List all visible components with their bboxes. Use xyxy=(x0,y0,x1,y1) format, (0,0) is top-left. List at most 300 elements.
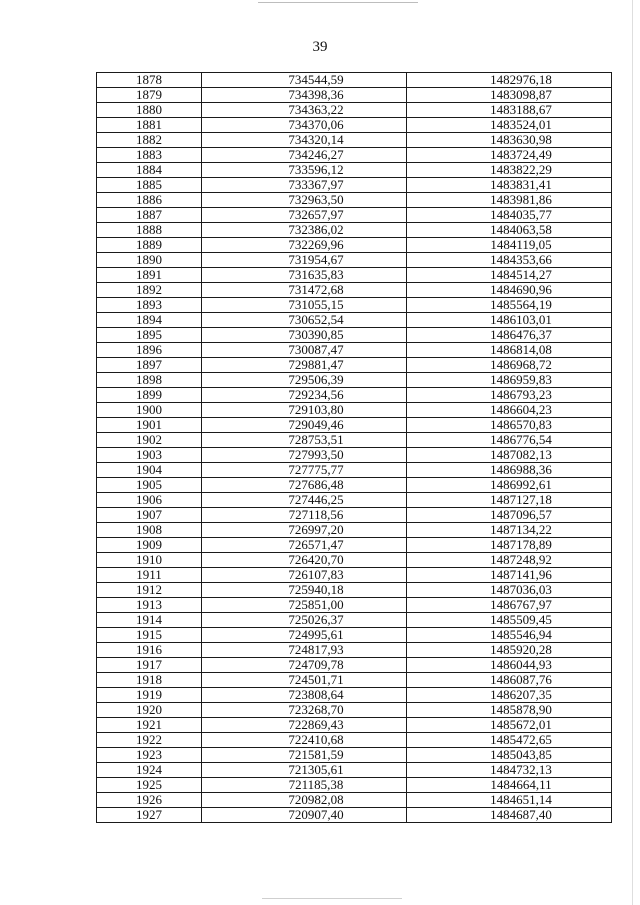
x-coordinate-cell xyxy=(202,208,407,223)
y-coordinate-cell xyxy=(407,403,612,418)
table-row xyxy=(97,148,612,163)
y-coordinate-cell xyxy=(407,148,612,163)
y-coordinate-cell xyxy=(407,73,612,88)
point-number-cell: 1908 xyxy=(97,523,202,538)
point-number-cell: 1898 xyxy=(97,373,202,388)
x-coordinate-cell xyxy=(202,283,407,298)
table-row xyxy=(97,553,612,568)
y-coordinate-cell-value: 1487178,89 xyxy=(490,537,552,552)
table-row xyxy=(97,643,612,658)
x-coordinate-cell xyxy=(202,193,407,208)
point-number-cell: 1899 xyxy=(97,388,202,403)
y-coordinate-cell xyxy=(407,118,612,133)
x-coordinate-cell xyxy=(202,778,407,793)
y-coordinate-cell-value: 1484690,96 xyxy=(490,282,552,297)
y-coordinate-cell xyxy=(407,628,612,643)
x-coordinate-cell xyxy=(202,538,407,553)
x-coordinate-cell xyxy=(202,328,407,343)
x-coordinate-cell-value: 733596,12 xyxy=(288,162,344,177)
x-coordinate-cell xyxy=(202,448,407,463)
x-coordinate-cell xyxy=(202,628,407,643)
table-row xyxy=(97,313,612,328)
x-coordinate-cell-value: 732269,96 xyxy=(288,237,344,252)
y-coordinate-cell-value: 1486968,72 xyxy=(490,357,552,372)
y-coordinate-cell-value: 1484664,11 xyxy=(490,777,552,792)
x-coordinate-cell-value: 733367,97 xyxy=(288,177,344,192)
point-number-cell: 1904 xyxy=(97,463,202,478)
y-coordinate-cell xyxy=(407,538,612,553)
y-coordinate-cell-value: 1485564,19 xyxy=(490,297,552,312)
y-coordinate-cell-value: 1486992,61 xyxy=(490,477,552,492)
x-coordinate-cell-value: 731055,15 xyxy=(288,297,344,312)
x-coordinate-cell xyxy=(202,523,407,538)
y-coordinate-cell-value: 1486767,97 xyxy=(490,597,552,612)
scan-artifact-edge xyxy=(632,0,633,905)
x-coordinate-cell xyxy=(202,673,407,688)
y-coordinate-cell xyxy=(407,328,612,343)
y-coordinate-cell xyxy=(407,268,612,283)
y-coordinate-cell xyxy=(407,733,612,748)
table-row xyxy=(97,688,612,703)
x-coordinate-cell-value: 734544,59 xyxy=(288,72,344,87)
point-number-cell: 1880 xyxy=(97,103,202,118)
point-number-cell: 1925 xyxy=(97,778,202,793)
y-coordinate-cell xyxy=(407,808,612,823)
point-number-cell: 1917 xyxy=(97,658,202,673)
x-coordinate-cell-value: 731472,68 xyxy=(288,282,344,297)
x-coordinate-cell-value: 730390,85 xyxy=(288,327,344,342)
y-coordinate-cell xyxy=(407,673,612,688)
point-number-cell: 1916 xyxy=(97,643,202,658)
point-number-cell: 1902 xyxy=(97,433,202,448)
x-coordinate-cell xyxy=(202,748,407,763)
x-coordinate-cell-value: 732657,97 xyxy=(288,207,344,222)
x-coordinate-cell-value: 720982,08 xyxy=(288,792,344,807)
y-coordinate-cell-value: 1484063,58 xyxy=(490,222,552,237)
y-coordinate-cell xyxy=(407,283,612,298)
y-coordinate-cell xyxy=(407,613,612,628)
y-coordinate-cell-value: 1485878,90 xyxy=(490,702,552,717)
point-number-cell: 1913 xyxy=(97,598,202,613)
table-row xyxy=(97,283,612,298)
table-row xyxy=(97,763,612,778)
y-coordinate-cell xyxy=(407,418,612,433)
x-coordinate-cell-value: 732386,02 xyxy=(288,222,344,237)
x-coordinate-cell-value: 723808,64 xyxy=(288,687,344,702)
point-number-cell: 1897 xyxy=(97,358,202,373)
point-number-cell: 1895 xyxy=(97,328,202,343)
point-number-cell: 1882 xyxy=(97,133,202,148)
x-coordinate-cell-value: 722410,68 xyxy=(288,732,344,747)
y-coordinate-cell-value: 1486476,37 xyxy=(490,327,552,342)
table-row xyxy=(97,133,612,148)
scan-artifact-top xyxy=(258,2,418,3)
y-coordinate-cell xyxy=(407,313,612,328)
table-row xyxy=(97,73,612,88)
y-coordinate-cell xyxy=(407,88,612,103)
x-coordinate-cell-value: 724995,61 xyxy=(288,627,344,642)
point-number-cell: 1884 xyxy=(97,163,202,178)
x-coordinate-cell xyxy=(202,163,407,178)
table-row xyxy=(97,253,612,268)
y-coordinate-cell-value: 1484687,40 xyxy=(490,807,552,822)
x-coordinate-cell xyxy=(202,718,407,733)
table-row xyxy=(97,523,612,538)
table-row xyxy=(97,418,612,433)
y-coordinate-cell xyxy=(407,433,612,448)
table-row xyxy=(97,538,612,553)
y-coordinate-cell-value: 1486103,01 xyxy=(490,312,552,327)
table-row xyxy=(97,103,612,118)
y-coordinate-cell-value: 1484119,05 xyxy=(490,237,552,252)
table-row xyxy=(97,703,612,718)
y-coordinate-cell xyxy=(407,178,612,193)
x-coordinate-cell xyxy=(202,313,407,328)
y-coordinate-cell-value: 1483098,87 xyxy=(490,87,552,102)
point-number-cell: 1903 xyxy=(97,448,202,463)
x-coordinate-cell-value: 734398,36 xyxy=(288,87,344,102)
y-coordinate-cell xyxy=(407,298,612,313)
table-row xyxy=(97,598,612,613)
x-coordinate-cell xyxy=(202,688,407,703)
y-coordinate-cell-value: 1486087,76 xyxy=(490,672,552,687)
y-coordinate-cell xyxy=(407,448,612,463)
point-number-cell: 1912 xyxy=(97,583,202,598)
y-coordinate-cell-value: 1486776,54 xyxy=(490,432,552,447)
x-coordinate-cell-value: 723268,70 xyxy=(288,702,344,717)
point-number-cell: 1914 xyxy=(97,613,202,628)
table-row xyxy=(97,808,612,823)
point-number-cell: 1926 xyxy=(97,793,202,808)
y-coordinate-cell-value: 1483188,67 xyxy=(490,102,552,117)
point-number-cell: 1892 xyxy=(97,283,202,298)
x-coordinate-cell xyxy=(202,568,407,583)
table-row xyxy=(97,403,612,418)
y-coordinate-cell-value: 1485043,85 xyxy=(490,747,552,762)
point-number-cell: 1920 xyxy=(97,703,202,718)
x-coordinate-cell xyxy=(202,88,407,103)
point-number-cell: 1883 xyxy=(97,148,202,163)
point-number-cell: 1910 xyxy=(97,553,202,568)
point-number-cell: 1927 xyxy=(97,808,202,823)
y-coordinate-cell-value: 1484514,27 xyxy=(490,267,552,282)
x-coordinate-cell-value: 726997,20 xyxy=(288,522,344,537)
y-coordinate-cell xyxy=(407,208,612,223)
x-coordinate-cell xyxy=(202,358,407,373)
y-coordinate-cell-value: 1487134,22 xyxy=(490,522,552,537)
y-coordinate-cell xyxy=(407,463,612,478)
table-row xyxy=(97,193,612,208)
x-coordinate-cell xyxy=(202,598,407,613)
y-coordinate-cell-value: 1487036,03 xyxy=(490,582,552,597)
x-coordinate-cell-value: 721305,61 xyxy=(288,762,344,777)
point-number-cell: 1918 xyxy=(97,673,202,688)
point-number-cell: 1879 xyxy=(97,88,202,103)
table-row xyxy=(97,793,612,808)
table-row xyxy=(97,298,612,313)
y-coordinate-cell xyxy=(407,703,612,718)
y-coordinate-cell xyxy=(407,103,612,118)
x-coordinate-cell xyxy=(202,703,407,718)
x-coordinate-cell xyxy=(202,583,407,598)
y-coordinate-cell-value: 1486044,93 xyxy=(490,657,552,672)
y-coordinate-cell xyxy=(407,583,612,598)
y-coordinate-cell xyxy=(407,598,612,613)
y-coordinate-cell xyxy=(407,508,612,523)
y-coordinate-cell-value: 1487082,13 xyxy=(490,447,552,462)
y-coordinate-cell xyxy=(407,478,612,493)
point-number-cell: 1887 xyxy=(97,208,202,223)
x-coordinate-cell xyxy=(202,508,407,523)
point-number-cell: 1893 xyxy=(97,298,202,313)
y-coordinate-cell-value: 1484651,14 xyxy=(490,792,552,807)
x-coordinate-cell xyxy=(202,613,407,628)
x-coordinate-cell xyxy=(202,118,407,133)
point-number-cell: 1923 xyxy=(97,748,202,763)
x-coordinate-cell-value: 724817,93 xyxy=(288,642,344,657)
y-coordinate-cell xyxy=(407,223,612,238)
point-number-cell: 1915 xyxy=(97,628,202,643)
y-coordinate-cell-value: 1486793,23 xyxy=(490,387,552,402)
x-coordinate-cell xyxy=(202,388,407,403)
y-coordinate-cell-value: 1483831,41 xyxy=(490,177,552,192)
x-coordinate-cell xyxy=(202,808,407,823)
y-coordinate-cell xyxy=(407,643,612,658)
x-coordinate-cell-value: 725026,37 xyxy=(288,612,344,627)
coordinates-table xyxy=(96,72,612,823)
x-coordinate-cell xyxy=(202,478,407,493)
y-coordinate-cell xyxy=(407,193,612,208)
x-coordinate-cell-value: 731954,67 xyxy=(288,252,344,267)
x-coordinate-cell xyxy=(202,373,407,388)
x-coordinate-cell-value: 721185,38 xyxy=(288,777,344,792)
table-row xyxy=(97,448,612,463)
x-coordinate-cell-value: 729234,56 xyxy=(288,387,344,402)
y-coordinate-cell xyxy=(407,373,612,388)
y-coordinate-cell-value: 1485546,94 xyxy=(490,627,552,642)
y-coordinate-cell xyxy=(407,763,612,778)
x-coordinate-cell-value: 727775,77 xyxy=(288,462,344,477)
x-coordinate-cell xyxy=(202,793,407,808)
x-coordinate-cell xyxy=(202,763,407,778)
x-coordinate-cell xyxy=(202,403,407,418)
table-row xyxy=(97,373,612,388)
y-coordinate-cell xyxy=(407,253,612,268)
table-row xyxy=(97,343,612,358)
x-coordinate-cell-value: 724501,71 xyxy=(288,672,344,687)
point-number-cell: 1919 xyxy=(97,688,202,703)
x-coordinate-cell-value: 727118,56 xyxy=(288,507,344,522)
x-coordinate-cell-value: 725851,00 xyxy=(288,597,344,612)
y-coordinate-cell xyxy=(407,238,612,253)
y-coordinate-cell-value: 1487096,57 xyxy=(490,507,552,522)
point-number-cell: 1909 xyxy=(97,538,202,553)
page-number: 39 xyxy=(312,39,328,55)
table-row xyxy=(97,478,612,493)
table-row xyxy=(97,748,612,763)
table-row xyxy=(97,433,612,448)
x-coordinate-cell-value: 721581,59 xyxy=(288,747,344,762)
y-coordinate-cell xyxy=(407,793,612,808)
x-coordinate-cell-value: 734370,06 xyxy=(288,117,344,132)
y-coordinate-cell xyxy=(407,568,612,583)
scan-artifact-bottom xyxy=(262,898,402,899)
x-coordinate-cell xyxy=(202,553,407,568)
x-coordinate-cell xyxy=(202,658,407,673)
y-coordinate-cell-value: 1485672,01 xyxy=(490,717,552,732)
y-coordinate-cell-value: 1484035,77 xyxy=(490,207,552,222)
x-coordinate-cell xyxy=(202,73,407,88)
table-row xyxy=(97,463,612,478)
x-coordinate-cell-value: 720907,40 xyxy=(288,807,344,822)
y-coordinate-cell-value: 1486604,23 xyxy=(490,402,552,417)
y-coordinate-cell xyxy=(407,133,612,148)
x-coordinate-cell-value: 724709,78 xyxy=(288,657,344,672)
table-row xyxy=(97,568,612,583)
y-coordinate-cell xyxy=(407,523,612,538)
y-coordinate-cell xyxy=(407,658,612,673)
x-coordinate-cell-value: 727993,50 xyxy=(288,447,344,462)
x-coordinate-cell xyxy=(202,463,407,478)
point-number-cell: 1889 xyxy=(97,238,202,253)
point-number-cell: 1922 xyxy=(97,733,202,748)
table-row xyxy=(97,328,612,343)
point-number-cell: 1890 xyxy=(97,253,202,268)
table-row xyxy=(97,88,612,103)
point-number-cell: 1885 xyxy=(97,178,202,193)
point-number-cell: 1896 xyxy=(97,343,202,358)
point-number-cell: 1924 xyxy=(97,763,202,778)
y-coordinate-cell xyxy=(407,388,612,403)
x-coordinate-cell-value: 730087,47 xyxy=(288,342,344,357)
point-number-cell: 1905 xyxy=(97,478,202,493)
y-coordinate-cell-value: 1482976,18 xyxy=(490,72,552,87)
y-coordinate-cell-value: 1487248,92 xyxy=(490,552,552,567)
x-coordinate-cell xyxy=(202,253,407,268)
table-row xyxy=(97,673,612,688)
y-coordinate-cell-value: 1484732,13 xyxy=(490,762,552,777)
y-coordinate-cell xyxy=(407,163,612,178)
x-coordinate-cell-value: 730652,54 xyxy=(288,312,344,327)
point-number-cell: 1886 xyxy=(97,193,202,208)
y-coordinate-cell-value: 1487141,96 xyxy=(490,567,552,582)
y-coordinate-cell-value: 1485920,28 xyxy=(490,642,552,657)
x-coordinate-cell xyxy=(202,178,407,193)
point-number-cell: 1900 xyxy=(97,403,202,418)
x-coordinate-cell xyxy=(202,643,407,658)
table-row xyxy=(97,178,612,193)
x-coordinate-cell-value: 729881,47 xyxy=(288,357,344,372)
table-row xyxy=(97,268,612,283)
table-row xyxy=(97,733,612,748)
x-coordinate-cell-value: 728753,51 xyxy=(288,432,344,447)
x-coordinate-cell-value: 729103,80 xyxy=(288,402,344,417)
table-row xyxy=(97,118,612,133)
y-coordinate-cell-value: 1486988,36 xyxy=(490,462,552,477)
y-coordinate-cell-value: 1483630,98 xyxy=(490,132,552,147)
x-coordinate-cell xyxy=(202,133,407,148)
y-coordinate-cell-value: 1483981,86 xyxy=(490,192,552,207)
point-number-cell: 1901 xyxy=(97,418,202,433)
x-coordinate-cell xyxy=(202,223,407,238)
y-coordinate-cell-value: 1485472,65 xyxy=(490,732,552,747)
x-coordinate-cell xyxy=(202,148,407,163)
x-coordinate-cell-value: 734246,27 xyxy=(288,147,344,162)
x-coordinate-cell xyxy=(202,103,407,118)
coordinates-table-body xyxy=(97,73,612,823)
table-row xyxy=(97,628,612,643)
table-row xyxy=(97,223,612,238)
x-coordinate-cell-value: 725940,18 xyxy=(288,582,344,597)
y-coordinate-cell xyxy=(407,343,612,358)
y-coordinate-cell-value: 1483822,29 xyxy=(490,162,552,177)
x-coordinate-cell-value: 734363,22 xyxy=(288,102,344,117)
x-coordinate-cell-value: 729049,46 xyxy=(288,417,344,432)
table-row xyxy=(97,778,612,793)
point-number-cell: 1906 xyxy=(97,493,202,508)
point-number-cell: 1907 xyxy=(97,508,202,523)
x-coordinate-cell-value: 727446,25 xyxy=(288,492,344,507)
x-coordinate-cell xyxy=(202,343,407,358)
y-coordinate-cell xyxy=(407,688,612,703)
table-row xyxy=(97,658,612,673)
y-coordinate-cell-value: 1486207,35 xyxy=(490,687,552,702)
y-coordinate-cell xyxy=(407,748,612,763)
point-number-cell: 1894 xyxy=(97,313,202,328)
x-coordinate-cell-value: 734320,14 xyxy=(288,132,344,147)
y-coordinate-cell-value: 1486570,83 xyxy=(490,417,552,432)
y-coordinate-cell-value: 1487127,18 xyxy=(490,492,552,507)
x-coordinate-cell xyxy=(202,238,407,253)
table-row xyxy=(97,583,612,598)
point-number-cell: 1888 xyxy=(97,223,202,238)
x-coordinate-cell-value: 722869,43 xyxy=(288,717,344,732)
y-coordinate-cell xyxy=(407,493,612,508)
x-coordinate-cell-value: 726420,70 xyxy=(288,552,344,567)
x-coordinate-cell-value: 726107,83 xyxy=(288,567,344,582)
x-coordinate-cell xyxy=(202,298,407,313)
table-row xyxy=(97,388,612,403)
x-coordinate-cell-value: 732963,50 xyxy=(288,192,344,207)
y-coordinate-cell-value: 1483524,01 xyxy=(490,117,552,132)
y-coordinate-cell-value: 1486814,08 xyxy=(490,342,552,357)
x-coordinate-cell xyxy=(202,733,407,748)
table-row xyxy=(97,493,612,508)
table-row xyxy=(97,508,612,523)
y-coordinate-cell xyxy=(407,553,612,568)
y-coordinate-cell xyxy=(407,718,612,733)
point-number-cell: 1881 xyxy=(97,118,202,133)
y-coordinate-cell xyxy=(407,358,612,373)
y-coordinate-cell xyxy=(407,778,612,793)
x-coordinate-cell-value: 731635,83 xyxy=(288,267,344,282)
y-coordinate-cell-value: 1484353,66 xyxy=(490,252,552,267)
x-coordinate-cell-value: 729506,39 xyxy=(288,372,344,387)
x-coordinate-cell xyxy=(202,418,407,433)
x-coordinate-cell xyxy=(202,433,407,448)
x-coordinate-cell xyxy=(202,268,407,283)
x-coordinate-cell-value: 727686,48 xyxy=(288,477,344,492)
table-row xyxy=(97,208,612,223)
point-number-cell: 1911 xyxy=(97,568,202,583)
table-row xyxy=(97,718,612,733)
y-coordinate-cell-value: 1483724,49 xyxy=(490,147,552,162)
point-number-cell: 1891 xyxy=(97,268,202,283)
table-row xyxy=(97,613,612,628)
table-row xyxy=(97,163,612,178)
point-number-cell: 1878 xyxy=(97,73,202,88)
table-row xyxy=(97,238,612,253)
